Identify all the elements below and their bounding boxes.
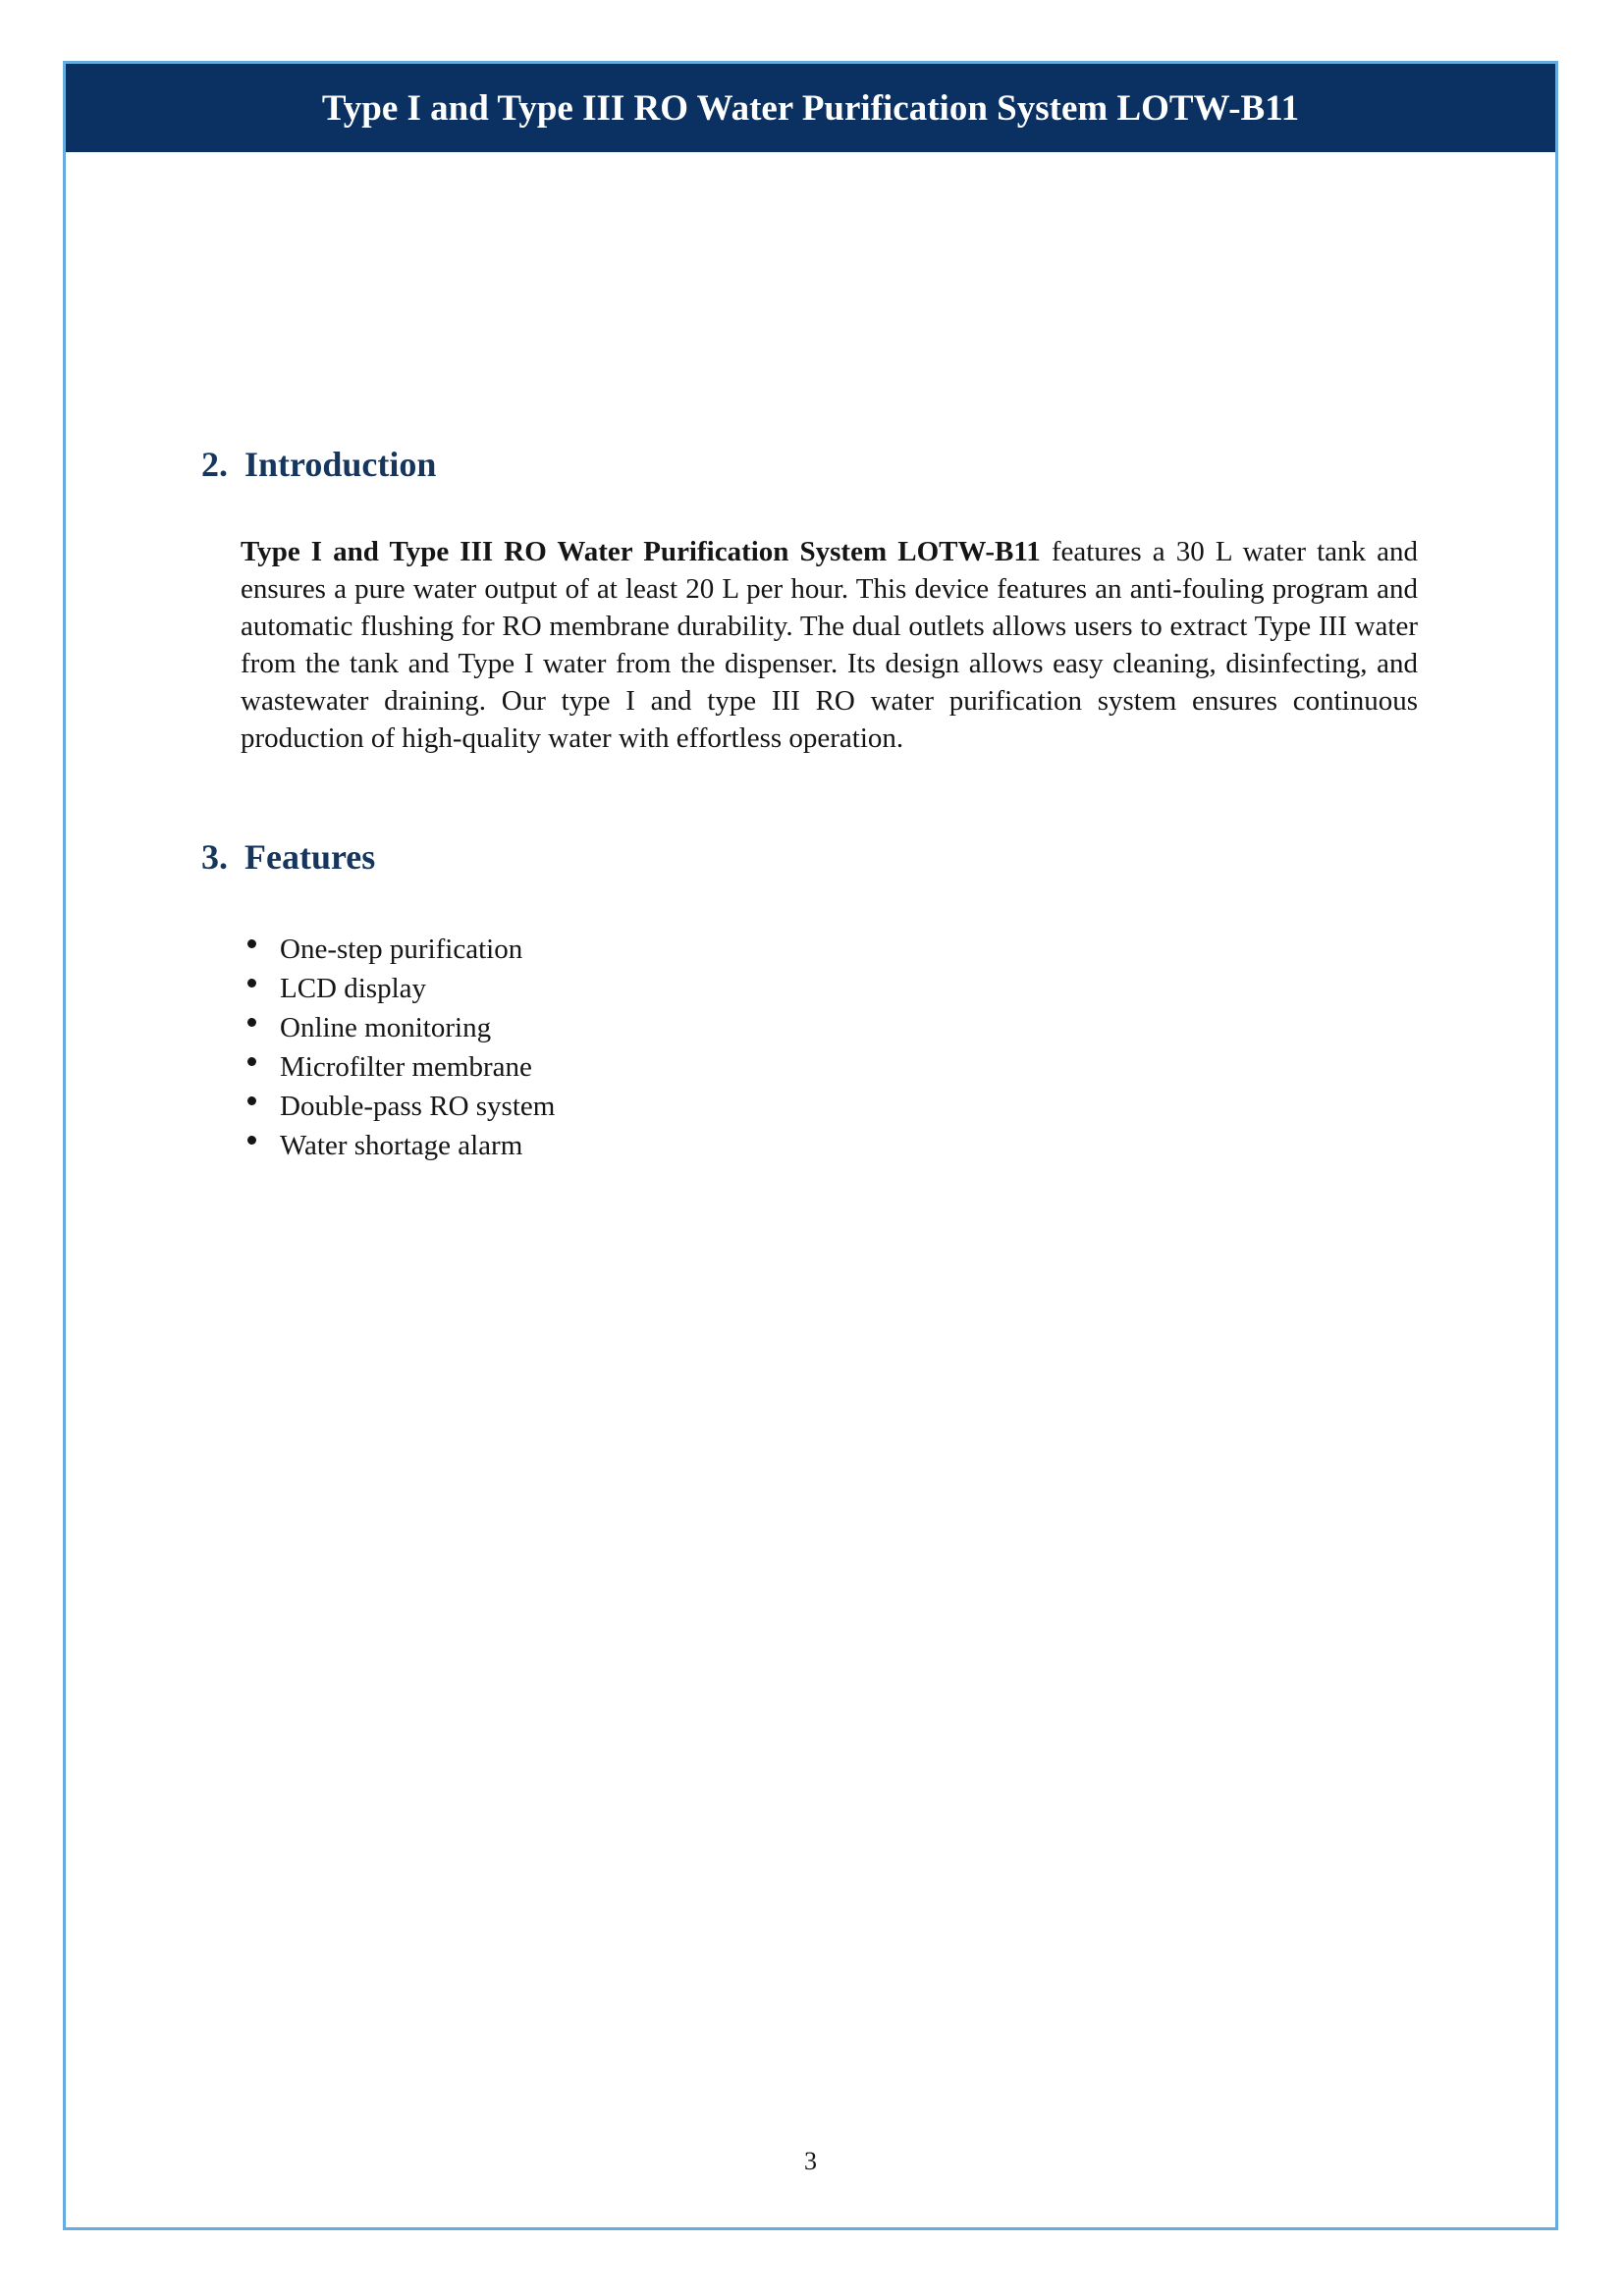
features-list (245, 930, 1418, 1165)
page-frame (63, 61, 1558, 2230)
list-item (245, 1008, 1418, 1047)
section-introduction (201, 443, 1418, 757)
introduction-heading-label: Introduction (244, 445, 437, 484)
page-number: 3 (804, 2147, 817, 2175)
page-content (66, 443, 1555, 1165)
list-item (245, 1047, 1418, 1087)
features-section-number: 3. (201, 837, 228, 877)
introduction-paragraph-bold-lead: Type I and Type III RO Water Purification System LOTW-B11 (241, 536, 1041, 567)
list-item (245, 930, 1418, 969)
feature-item-label: Online monitoring (280, 1012, 492, 1043)
introduction-paragraph (241, 533, 1418, 757)
list-item (245, 969, 1418, 1008)
list-item (245, 1087, 1418, 1126)
features-heading (201, 835, 1418, 879)
feature-item-label: Microfilter membrane (280, 1051, 532, 1083)
feature-item-label: Water shortage alarm (280, 1130, 523, 1161)
feature-item-label: LCD display (280, 973, 427, 1004)
feature-item-label: One-step purification (280, 934, 523, 965)
introduction-heading (201, 443, 1418, 486)
document-header-bar (66, 64, 1555, 152)
feature-item-label: Double-pass RO system (280, 1091, 556, 1122)
introduction-paragraph-body: features a 30 L water tank and ensures a pure water output of at least 20 L per hour. This device features an anti-fouling program and automatic flushing for RO membrane durability. The dual outlets allows users to extract Type III water from the tank and Type I water from the dispenser. Its design allows easy cleaning, disinfecting, and wastewater draining. Our type I and type III RO water purification system ensures continuous production of high-quality water with effortless operation. (241, 536, 1418, 754)
list-item (245, 1126, 1418, 1165)
introduction-section-number: 2. (201, 445, 228, 484)
document-title: Type I and Type III RO Water Purification System LOTW-B11 (321, 87, 1300, 129)
features-heading-label: Features (244, 837, 376, 877)
section-features (201, 835, 1418, 1165)
